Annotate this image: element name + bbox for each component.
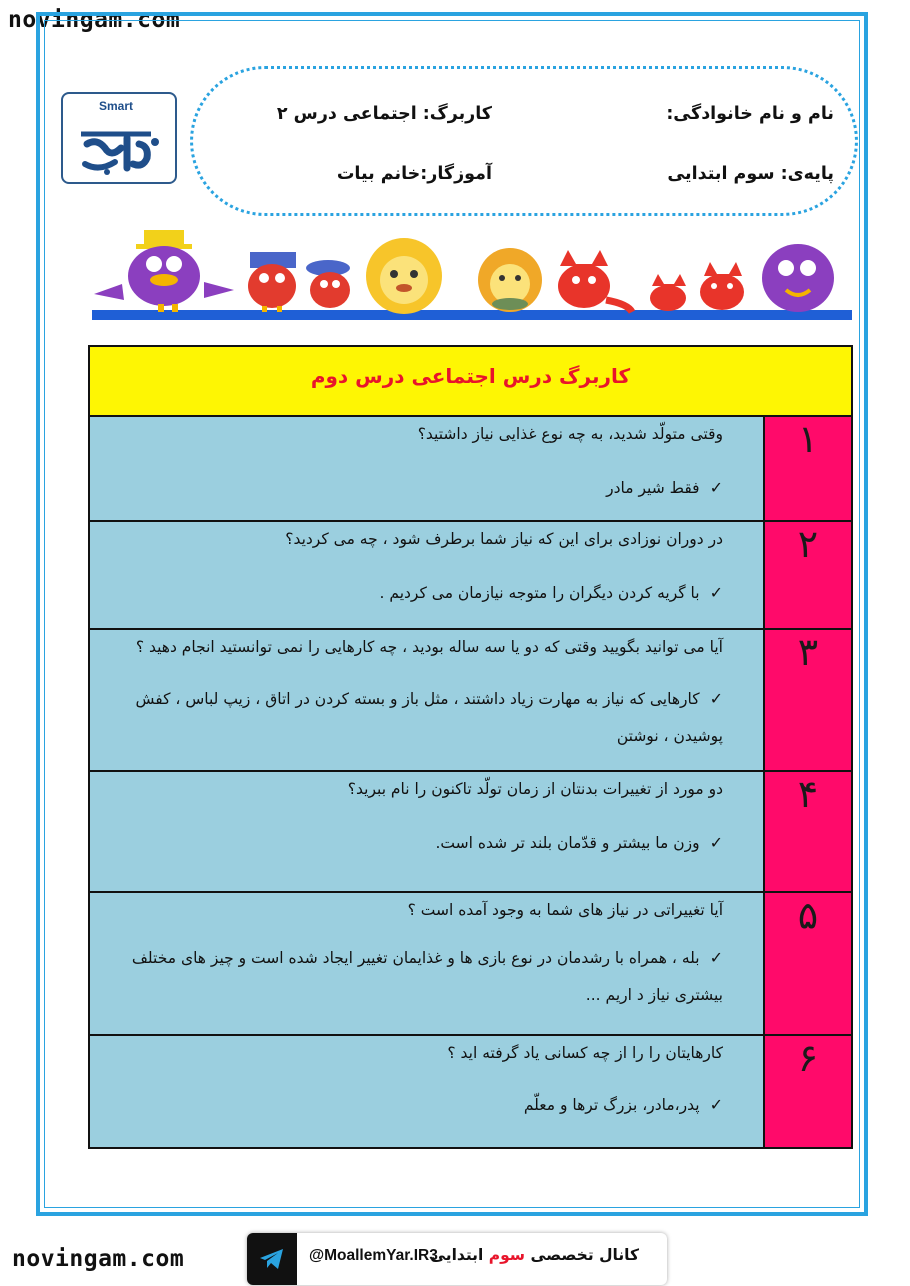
table-title: کاربرگ درس اجتماعی درس دوم: [310, 364, 631, 388]
answer-block: [136, 680, 723, 755]
answer-text: با گریه کردن دیگران را متوجه نیازمان می کردیم .: [379, 584, 700, 602]
answer-text: فقط شیر مادر: [606, 479, 700, 497]
question-text: آیا می توانید بگویید وقتی که دو یا سه ساله بودید ، چه کارهایی را نمی توانستید انجام دهید ؟: [135, 638, 723, 656]
checkmark-icon: ✓: [709, 1095, 723, 1114]
question-cell: [90, 417, 763, 520]
table-row: [90, 417, 851, 522]
student-name-label: نام و نام خانوادگی:: [666, 104, 834, 124]
question-text: در دوران نوزادی برای این که نیاز شما برطرف شود ، چه می کردید؟: [285, 530, 723, 548]
school-logo: [61, 92, 177, 184]
question-number: ۵: [763, 893, 851, 1034]
question-cell: [90, 893, 763, 1034]
watermark-top: novingam.com: [8, 7, 181, 33]
answer-text: پوشیدن ، نوشتن: [616, 727, 723, 745]
question-cell: [90, 1036, 763, 1147]
worksheet-label: کاربرگ: اجتماعی درس ۲: [276, 104, 492, 124]
answer-block: [436, 824, 724, 862]
question-number: ۱: [763, 417, 851, 520]
checkmark-icon: ✓: [709, 948, 723, 967]
channel-name: [430, 1246, 639, 1264]
question-number: ۳: [763, 630, 851, 770]
table-title-row: [90, 347, 851, 417]
channel-grade: سوم: [488, 1246, 526, 1264]
question-number: ۲: [763, 522, 851, 628]
answer-text: بیشتری نیاز د اریم ...: [585, 986, 723, 1004]
logo-mark-icon: [77, 114, 163, 178]
question-cell: [90, 630, 763, 770]
student-info-box: [190, 66, 858, 216]
answer-text: وزن ما بیشتر و قدّمان بلند تر شده است.: [435, 834, 700, 852]
question-cell: [90, 772, 763, 891]
bird-icon: [248, 252, 296, 312]
checkmark-icon: ✓: [709, 689, 723, 708]
logo-smart-text: Smart: [99, 99, 134, 113]
checkmark-icon: ✓: [709, 583, 723, 602]
worksheet-table: [88, 345, 853, 1149]
monster-icon: [762, 244, 834, 312]
question-text: آیا تغییراتی در نیاز های شما به وجود آمده است ؟: [407, 901, 723, 919]
question-text: وقتی متولّد شدید، به چه نوع غذایی نیاز داشتید؟: [417, 425, 723, 443]
answer-text: پدر،مادر، بزرگ ترها و معلّم: [523, 1096, 700, 1114]
table-row: [90, 630, 851, 772]
bird-icon: [306, 260, 350, 308]
checkmark-icon: ✓: [709, 833, 723, 852]
bird-icon: [94, 230, 234, 312]
table-row: [90, 1036, 851, 1147]
grade-label: پایه‌ی: سوم ابتدایی: [667, 164, 834, 184]
channel-handle[interactable]: @MoallemYar.IR3: [309, 1247, 438, 1264]
question-text: دو مورد از تغییرات بدنتان از زمان تولّد تاکنون را نام ببرید؟: [347, 780, 723, 798]
question-cell: [90, 522, 763, 628]
teacher-label: آموزگار:خانم بیات: [336, 164, 492, 184]
table-row: [90, 893, 851, 1036]
answer-text: بله ، همراه با رشدمان در نوع بازی ها و غذایمان تغییر ایجاد شده است و چیز های مختلف: [131, 949, 700, 967]
cartoon-characters-banner: [92, 224, 852, 324]
checkmark-icon: ✓: [709, 478, 723, 497]
answer-block: [524, 1086, 723, 1124]
telegram-icon[interactable]: [247, 1233, 297, 1285]
answer-block: [380, 574, 723, 612]
fox-icon: [700, 262, 744, 310]
channel-promo-banner[interactable]: [247, 1233, 667, 1285]
answer-block: [606, 469, 723, 507]
table-row: [90, 772, 851, 893]
fox-icon: [558, 250, 632, 312]
channel-prefix: کانال تخصصی: [530, 1246, 639, 1264]
question-text: کارهایتان را را از چه کسانی یاد گرفته اید ؟: [447, 1044, 723, 1062]
lion-icon: [478, 248, 542, 312]
lion-icon: [366, 238, 442, 314]
watermark-bottom: novingam.com: [12, 1246, 185, 1272]
question-number: ۴: [763, 772, 851, 891]
answer-text: کارهایی که نیاز به مهارت زیاد داشتند ، مثل باز و بسته کردن در اتاق ، زیپ لباس ، کفش: [135, 690, 700, 708]
channel-suffix: ابتدایی: [430, 1246, 484, 1264]
answer-block: [132, 939, 723, 1014]
table-row: [90, 522, 851, 630]
question-number: ۶: [763, 1036, 851, 1147]
fox-icon: [650, 274, 686, 311]
